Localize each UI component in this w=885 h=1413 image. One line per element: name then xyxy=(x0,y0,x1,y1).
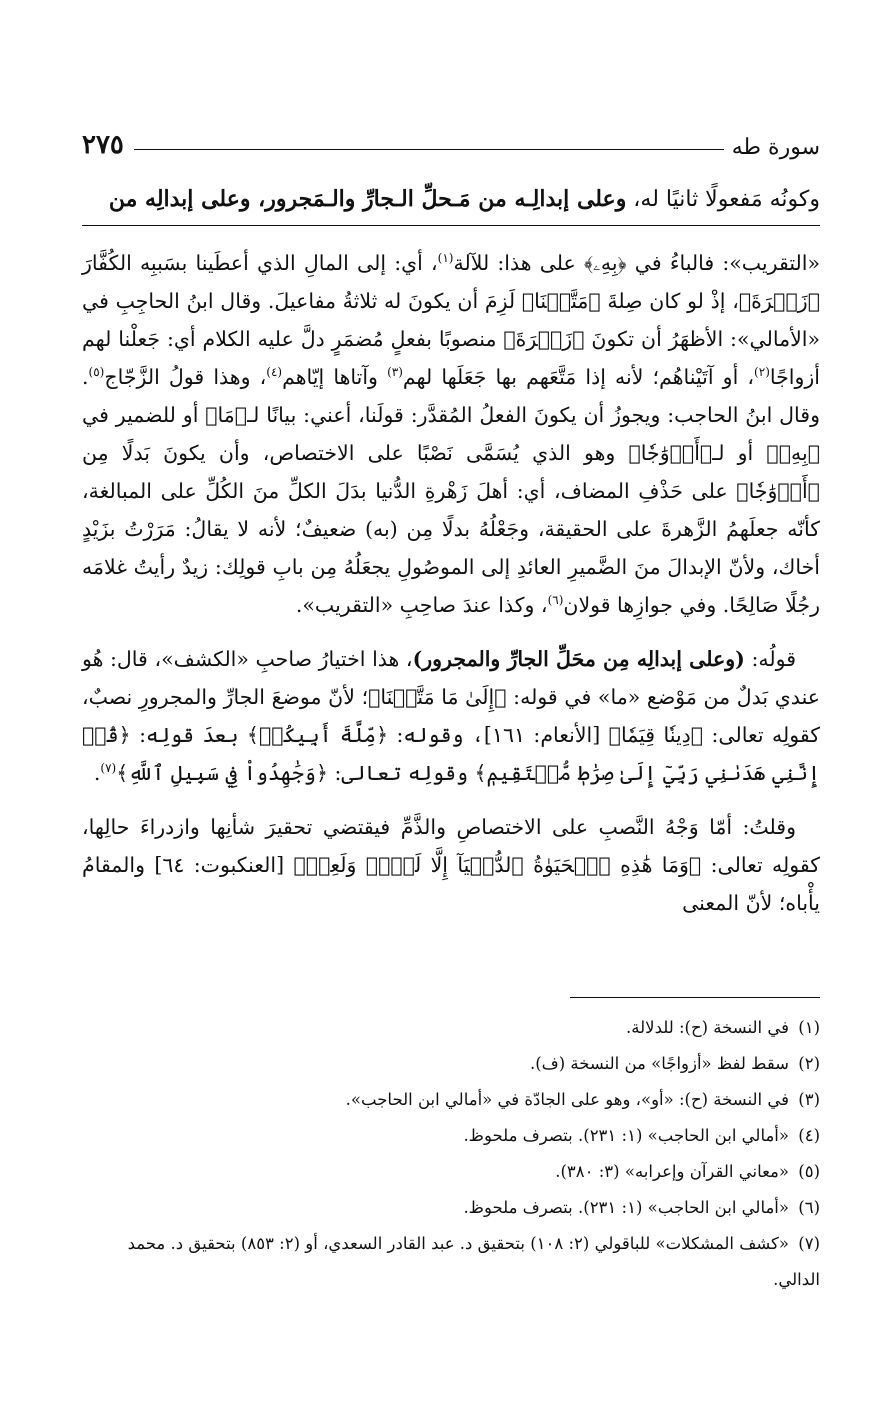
footnote-number: (١) xyxy=(798,1018,820,1037)
matn-bold: وعلى إبدالِـه من مَـحلِّ الـجارِّ والـمَجرور، وعلى إبدالِه من xyxy=(108,186,627,212)
footnote-separator xyxy=(570,997,820,998)
footnote-text: «أمالي ابن الحاجب» (١: ٢٣١). بتصرف ملحوظ. xyxy=(463,1126,789,1145)
footnote xyxy=(82,1046,820,1082)
footnote-ref-5: (٥) xyxy=(88,365,105,380)
footnotes xyxy=(82,1010,820,1298)
p1-seg-0: «التقريب»: فالباءُ في ﴿بِهِۦ﴾ على هذا: للآلة xyxy=(453,251,820,275)
p1-seg-6: ، وكذا عندَ صاحِبِ «التقريب». xyxy=(295,593,548,617)
footnote-number: (٦) xyxy=(798,1198,820,1217)
running-header xyxy=(82,116,820,160)
footnote-ref-4: (٤) xyxy=(266,365,283,380)
footnote-text: سقط لفظ «أزواجًا» من النسخة (ف). xyxy=(529,1054,789,1073)
p1-seg-3: وآتاها إيّاهم xyxy=(282,365,388,389)
p2-tail: . xyxy=(93,761,101,785)
p1-seg-4: ، وهذا قولُ الزَّجّاج xyxy=(104,365,267,389)
footnote-ref-6: (٦) xyxy=(547,593,564,608)
header-rule xyxy=(134,149,724,150)
footnote xyxy=(82,1190,820,1226)
p2-lead: قولُه: xyxy=(744,647,796,671)
footnote xyxy=(82,1082,820,1118)
footnote-text: «معاني القرآن وإعرابه» (٣: ٣٨٠). xyxy=(555,1162,789,1181)
footnote-ref-2: (٢) xyxy=(754,365,770,380)
page-number: ٢٧٥ xyxy=(82,130,124,160)
footnote xyxy=(82,1154,820,1190)
footnote-number: (٥) xyxy=(798,1162,820,1181)
footnote-ref-7: (٧) xyxy=(100,761,117,776)
footnote-number: (٧) xyxy=(798,1234,820,1253)
footnote-number: (٤) xyxy=(798,1126,820,1145)
p1-seg-2: ، أو آتَيْناهُم؛ لأنه إذا مَتَّعَهم بها جَعَلَها لهم xyxy=(402,365,755,389)
p1-seg-5: . وقال ابنُ الحاجب: ويجوزُ أن يكونَ الفعلُ المُقدَّر: قولَنا، أعني: بيانًا لـ﴿مَا﴾ أو للضمير في ﴿بِهِۦ﴾ أو لـ﴿أَزۡوَٰجٗا﴾ وهو الذي يُسَمَّى نَصْبًا على الاختصاص، وأن يكونَ بَدلًا مِن ﴿أَزۡوَٰجٗا﴾ على حَذْفِ المضاف، أي: أهلَ زَهْرةِ الدُّنيا بدَلَ الكلِّ منَ الكُلِّ على المبالغة، كأنّه جعلَهمُ الزَّهرةَ على الحقيقة، وجَعْلُهُ بدلًا مِن (به) ضعيفٌ؛ لأنه لا يقالُ: مَرَرْتُ بزَيْدٍ أخاك، ولأنّ الإبدالَ منَ الضَّميرِ العائدِ إلى الموصُولِ يجعَلُهُ مِن بابِ قولِك: زيدٌ رأيتُ غلامَه رجُلًا صَالِحًا. وفي جوازِها قولان xyxy=(82,365,820,617)
footnote-text: «كشف المشكلات» للباقولي (٢: ١٠٨) بتحقيق د. عبد القادر السعدي، أو (٢: ٨٥٣) بتحقيق د. محمد الدالي. xyxy=(127,1234,820,1289)
footnote-number: (٢) xyxy=(798,1054,820,1073)
paragraph-1 xyxy=(82,244,820,624)
footnote-text: في النسخة (ح): «أو»، وهو على الجادّة في «أمالي ابن الحاجب». xyxy=(345,1090,789,1109)
footnote-ref-3: (٣) xyxy=(387,365,403,380)
footnote-ref-1: (١) xyxy=(437,251,454,266)
p2-lead-bold: (وعلى إبدالِه مِن محَلِّ الجارِّ والمجرور) xyxy=(412,647,745,671)
footnote xyxy=(82,1118,820,1154)
footnote xyxy=(82,1226,820,1298)
paragraph-2 xyxy=(82,640,820,792)
surah-title: سورة طه xyxy=(731,135,820,160)
matn-plain: وكونُه مَفعولًا ثانيًا له، xyxy=(626,187,820,212)
p3-text: وقلتُ: أمّا وَجْهُ النَّصبِ على الاختصاصِ والذَّمِّ فيقتضي تحقيرَ شأنِها وازدراءَ حالِها، كقولِه تعالى: ﴿وَمَا هَٰذِهِ ٱلۡحَيَوٰةُ ٱلدُّنۡيَآ إِلَّا لَهۡوٞ وَلَعِبٞ﴾ [العنكبوت: ٦٤] والمقامُ يأْباه؛ لأنّ المعنى xyxy=(82,815,820,915)
footnote-text: في النسخة (ح): للدلالة. xyxy=(626,1018,789,1037)
main-text xyxy=(82,180,820,938)
p2-rest: ، هذا اختيارُ صاحبِ «الكشف»، قال: هُو عندي بَدلٌ من مَوْضع «ما» في قوله: ﴿إِلَىٰ مَا مَتَّعۡنَا﴾؛ لأنّ موضعَ الجارِّ والمجرورِ نصبٌ، كقولِه تعالى: ﴿دِينٗا قِيَمٗا﴾ [الأنعام: ١٦١]، وقوله: ﴿مِّلَّةَ أَبِيكُمۡ﴾ بعدَ قولِه: ﴿قُلۡ إِنَّنِي هَدَىٰنِي رَبِّيٓ إِلَىٰ صِرَٰطٖ مُّسۡتَقِيمٖ﴾ وقولِه تعالى: ﴿وَجَٰهِدُواْ فِي سَبِيلِ ٱللَّهِ﴾ xyxy=(82,647,820,785)
footnote xyxy=(82,1010,820,1046)
quoted-matn-line xyxy=(82,180,820,226)
footnote-number: (٣) xyxy=(798,1090,820,1109)
paragraph-3 xyxy=(82,808,820,922)
footnote-text: «أمالي ابن الحاجب» (١: ٢٣١). بتصرف ملحوظ. xyxy=(463,1198,789,1217)
p1-seg-1: ، أي: إلى المالِ الذي أعطَينا بسَببِه الكُفَّارَ ﴿زَهۡرَةَ﴾، إذْ لو كان صِلةَ ﴿مَتَّعۡنَا﴾ لَزِمَ أن يكونَ له ثلاثةُ مفاعيلَ. وقال ابنُ الحاجِبِ في «الأمالي»: الأظهَرُ أن تكونَ ﴿زَهۡرَةَ﴾ منصوبًا بفعلٍ مُضمَرٍ دلَّ عليه الكلام أي: جَعلْنا لهم أزواجًا xyxy=(82,251,820,389)
